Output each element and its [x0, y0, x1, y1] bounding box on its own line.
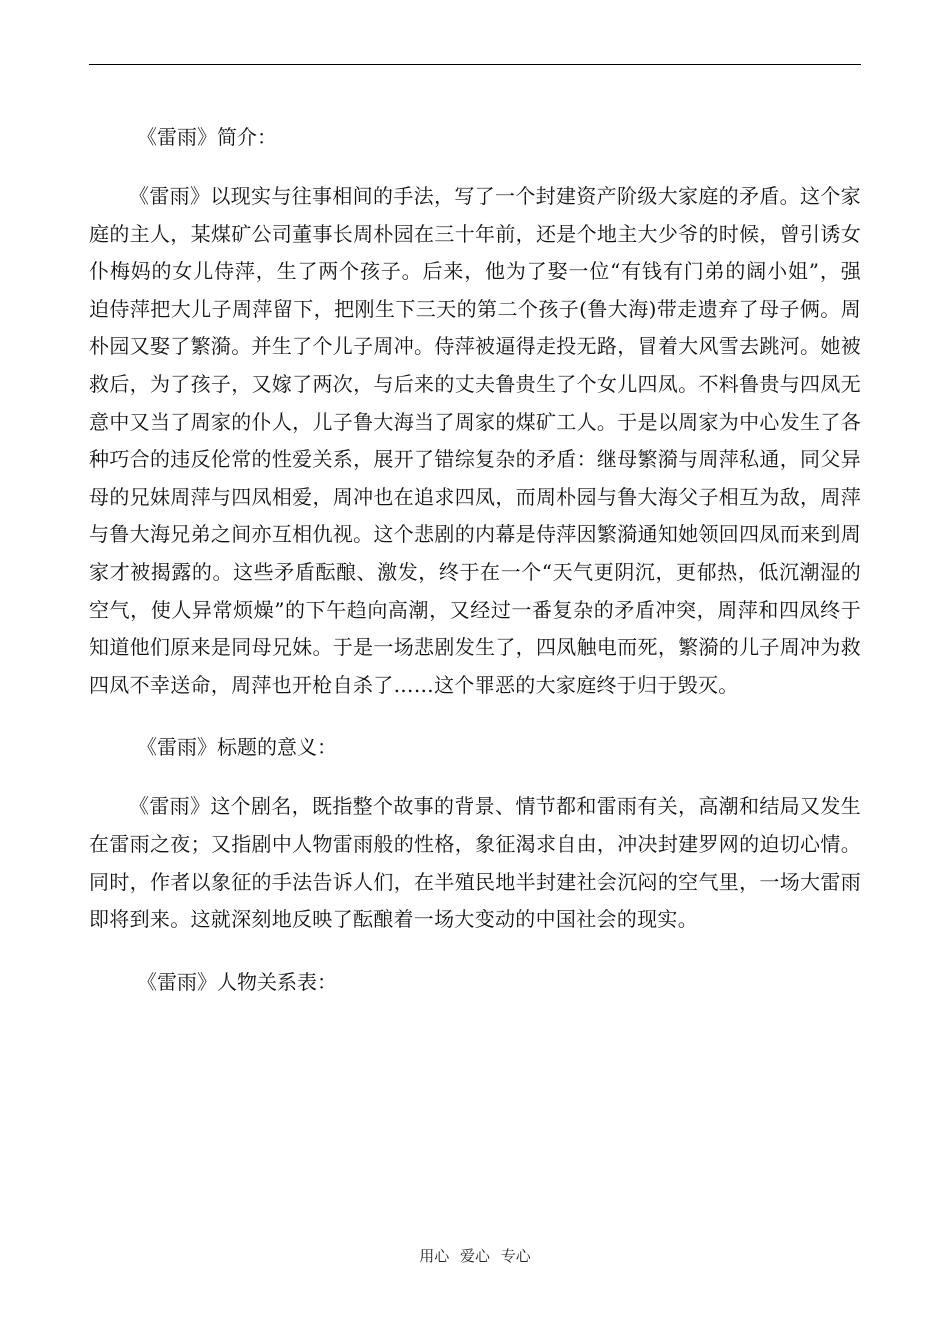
section-heading-character-table: 《雷雨》人物关系表： — [137, 969, 337, 994]
synopsis-paragraph: 《雷雨》以现实与往事相间的手法，写了一个封建资产阶级大家庭的矛盾。这个家庭的主人，某煤矿公司董事长周朴园在三十年前，还是个地主大少爷的时候，曾引诱女仆梅妈的女儿侍萍，生了两个孩子。后来，他为了娶一位“有钱有门弟的阔小姐”，强迫侍萍把大儿子周萍留下，把刚生下三天的第二个孩子(鲁大海)带走遗弃了母子俩。周朴园又娶了繁漪。并生了个儿子周冲。侍萍被逼得走投无路，冒着大风雪去跳河。她被救后，为了孩子，又嫁了两次，与后来的丈夫鲁贵生了个女儿四凤。不料鲁贵与四凤无意中又当了周家的仆人，儿子鲁大海当了周家的煤矿工人。于是以周家为中心发生了各种巧合的违反伦常的性爱关系，展开了错综复杂的矛盾：继母繁漪与周萍私通，同父异母的兄妹周萍与四凤相爱，周冲也在追求四凤，而周朴园与鲁大海父子相互为敌，周萍与鲁大海兄弟之间亦互相仇视。这个悲剧的内幕是侍萍因繁漪通知她领回四凤而来到周家才被揭露的。这些矛盾酝酿、激发，终于在一个“天气更阴沉，更郁热，低沉潮湿的空气，使人异常烦燥”的下午趋向高潮，又经过一番复杂的矛盾冲突，周萍和四凤终于知道他们原来是同母兄妹。于是一场悲剧发生了，四凤触电而死，繁漪的儿子周冲为救四凤不幸送命，周萍也开枪自杀了……这个罪恶的大家庭终于归于毁灭。 — [89, 184, 861, 697]
document-body — [89, 118, 861, 1001]
title-meaning-paragraph: 《雷雨》这个剧名，既指整个故事的背景、情节都和雷雨有关，高潮和结局又发生在雷雨之夜；又指剧中人物雷雨般的性格，象征渴求自由，冲决封建罗网的迫切心情。同时，作者以象征的手法告诉人们，在半殖民地半封建社会沉闷的空气里，一场大雷雨即将到来。这就深刻地反映了酝酿着一场大变动的中国社会的现实。 — [89, 794, 861, 932]
section-heading-synopsis: 《雷雨》简介： — [137, 125, 277, 149]
section-heading-title-meaning: 《雷雨》标题的意义： — [137, 735, 337, 760]
page-footer: 用心 爱心 专心 — [419, 1247, 531, 1265]
header-rule — [89, 64, 861, 65]
